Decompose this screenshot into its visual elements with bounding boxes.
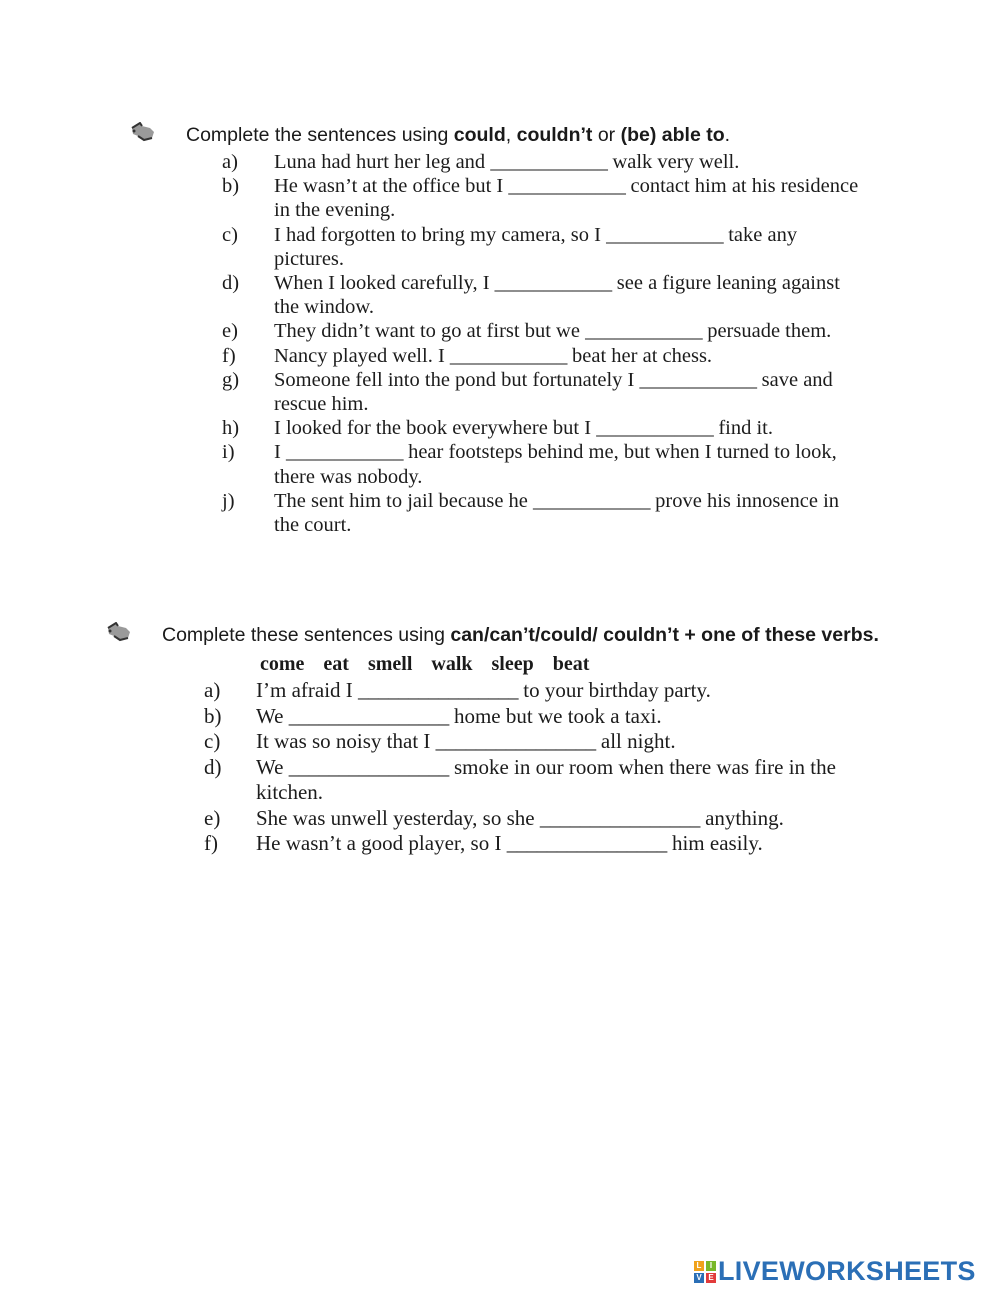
item-text-after: persuade them. [702, 320, 832, 343]
answer-blank[interactable]: ________________ [358, 678, 519, 702]
item-text-before: When I looked carefully, I [274, 272, 495, 295]
brand-name: LIVEWORKSHEETS [718, 1256, 976, 1286]
item-letter: e) [222, 320, 238, 343]
exercise-1 [128, 122, 888, 537]
heading-prefix: Complete these sentences using [162, 624, 451, 646]
item-text-after: contact him at his residence in the evening. [274, 175, 859, 222]
answer-blank[interactable]: ____________ [449, 344, 567, 367]
keyword-couldnt: couldn’t [516, 124, 593, 146]
item-text-before: I had forgotten to bring my camera, so I [274, 223, 607, 246]
answer-blank[interactable]: ____________ [596, 417, 714, 440]
list-item [204, 729, 894, 755]
list-item [204, 831, 894, 857]
answer-blank[interactable]: ____________ [639, 368, 757, 391]
logo-tile: E [706, 1273, 716, 1283]
answer-blank[interactable]: ____________ [494, 272, 612, 295]
item-letter: c) [222, 223, 238, 246]
item-text-after: hear footsteps behind me, but when I turned to look, there was nobody. [274, 441, 837, 488]
item-letter: f) [204, 831, 218, 855]
list-item [222, 368, 888, 416]
answer-blank[interactable]: ____________ [585, 320, 703, 343]
item-text-after: prove his innosence in the court. [274, 489, 840, 537]
list-item [222, 223, 888, 271]
item-text-before: We [256, 703, 289, 728]
answer-blank[interactable]: ________________ [435, 729, 596, 753]
heading-period: . [724, 124, 731, 146]
list-item [222, 150, 888, 174]
item-text-after: home but we took a taxi. [448, 703, 662, 728]
item-text-before: He wasn’t a good player, so I [256, 831, 507, 855]
item-text-after: to your birthday party. [518, 678, 711, 702]
item-text-after: all night. [595, 729, 676, 753]
verb-list: come eat smell walk sleep beat [260, 653, 590, 675]
heading-separator: or [592, 124, 621, 146]
item-letter: a) [204, 678, 221, 702]
answer-blank[interactable]: ____________ [285, 441, 403, 464]
item-text-after: find it. [713, 417, 773, 440]
pointing-hand-icon [128, 122, 156, 144]
exercise-1-list [222, 150, 888, 537]
logo-tile: I [706, 1261, 716, 1271]
item-text-before: It was so noisy that I [256, 729, 436, 753]
pointing-hand-icon [104, 622, 132, 644]
exercise-1-heading [128, 122, 888, 148]
item-text-before: She was unwell yesterday, so she [256, 805, 540, 830]
list-item [222, 416, 888, 440]
item-text-before: I [274, 441, 286, 464]
item-text-before: He wasn’t at the office but I [274, 175, 509, 198]
liveworksheets-logo-icon [694, 1261, 716, 1283]
list-item [204, 678, 894, 704]
item-text-after: beat her at chess. [566, 344, 713, 367]
answer-blank[interactable]: ____________ [533, 489, 651, 512]
item-text-before: They didn’t want to go at first but we [274, 320, 586, 343]
list-item [204, 704, 894, 730]
list-item [222, 271, 888, 319]
item-letter: e) [204, 805, 221, 830]
keyword-could: could [453, 124, 506, 146]
keyword-modals: can/can’t/could/ couldn’t + one of these verbs. [450, 624, 879, 646]
answer-blank[interactable]: ____________ [508, 175, 626, 198]
list-item [204, 806, 894, 832]
list-item [222, 174, 888, 222]
item-letter: b) [222, 175, 240, 198]
exercise-2-list [204, 678, 894, 857]
item-letter: d) [222, 272, 240, 295]
item-text-after: him easily. [666, 831, 763, 855]
item-text-before: Someone fell into the pond but fortunately I [274, 368, 640, 391]
keyword-be-able-to: (be) able to [620, 124, 725, 146]
item-text-before: I’m afraid I [256, 678, 359, 702]
answer-blank[interactable]: ________________ [288, 703, 449, 728]
list-item [222, 489, 888, 537]
item-text-before: The sent him to jail because he [274, 489, 534, 512]
item-text-after: anything. [699, 805, 784, 830]
item-text-after: smoke in our room when there was fire in the kitchen. [256, 754, 836, 804]
list-item [204, 755, 894, 806]
exercise-2 [104, 622, 894, 857]
item-text-before: I looked for the book everywhere but I [274, 417, 597, 440]
item-text-before: Nancy played well. I [274, 344, 450, 367]
liveworksheets-logo[interactable] [694, 1256, 976, 1287]
heading-separator: , [505, 124, 517, 146]
item-text-after: take any pictures. [274, 223, 798, 270]
item-text-after: see a figure leaning against the window. [274, 272, 840, 319]
exercise-2-heading [104, 622, 894, 648]
logo-tile: L [694, 1261, 704, 1271]
item-letter: b) [204, 703, 222, 728]
item-text-before: Luna had hurt her leg and [274, 151, 491, 173]
item-letter: j) [222, 489, 235, 512]
answer-blank[interactable]: ________________ [506, 831, 667, 855]
answer-blank[interactable]: ____________ [490, 151, 608, 173]
answer-blank[interactable]: ____________ [606, 223, 724, 246]
list-item [222, 440, 888, 488]
logo-tile: V [694, 1273, 704, 1283]
item-letter: f) [222, 344, 236, 367]
heading-prefix: Complete the sentences using [186, 124, 454, 146]
item-letter: h) [222, 417, 240, 440]
answer-blank[interactable]: ________________ [539, 805, 700, 830]
list-item [222, 319, 888, 343]
item-text-after: walk very well. [607, 151, 740, 173]
answer-blank[interactable]: ________________ [288, 754, 449, 779]
item-text-after: save and rescue him. [274, 368, 833, 416]
item-letter: c) [204, 729, 221, 753]
list-item [222, 344, 888, 368]
item-letter: g) [222, 368, 240, 391]
item-letter: i) [222, 441, 235, 464]
item-text-before: We [256, 754, 289, 779]
item-letter: a) [222, 151, 238, 173]
item-letter: d) [204, 754, 222, 779]
